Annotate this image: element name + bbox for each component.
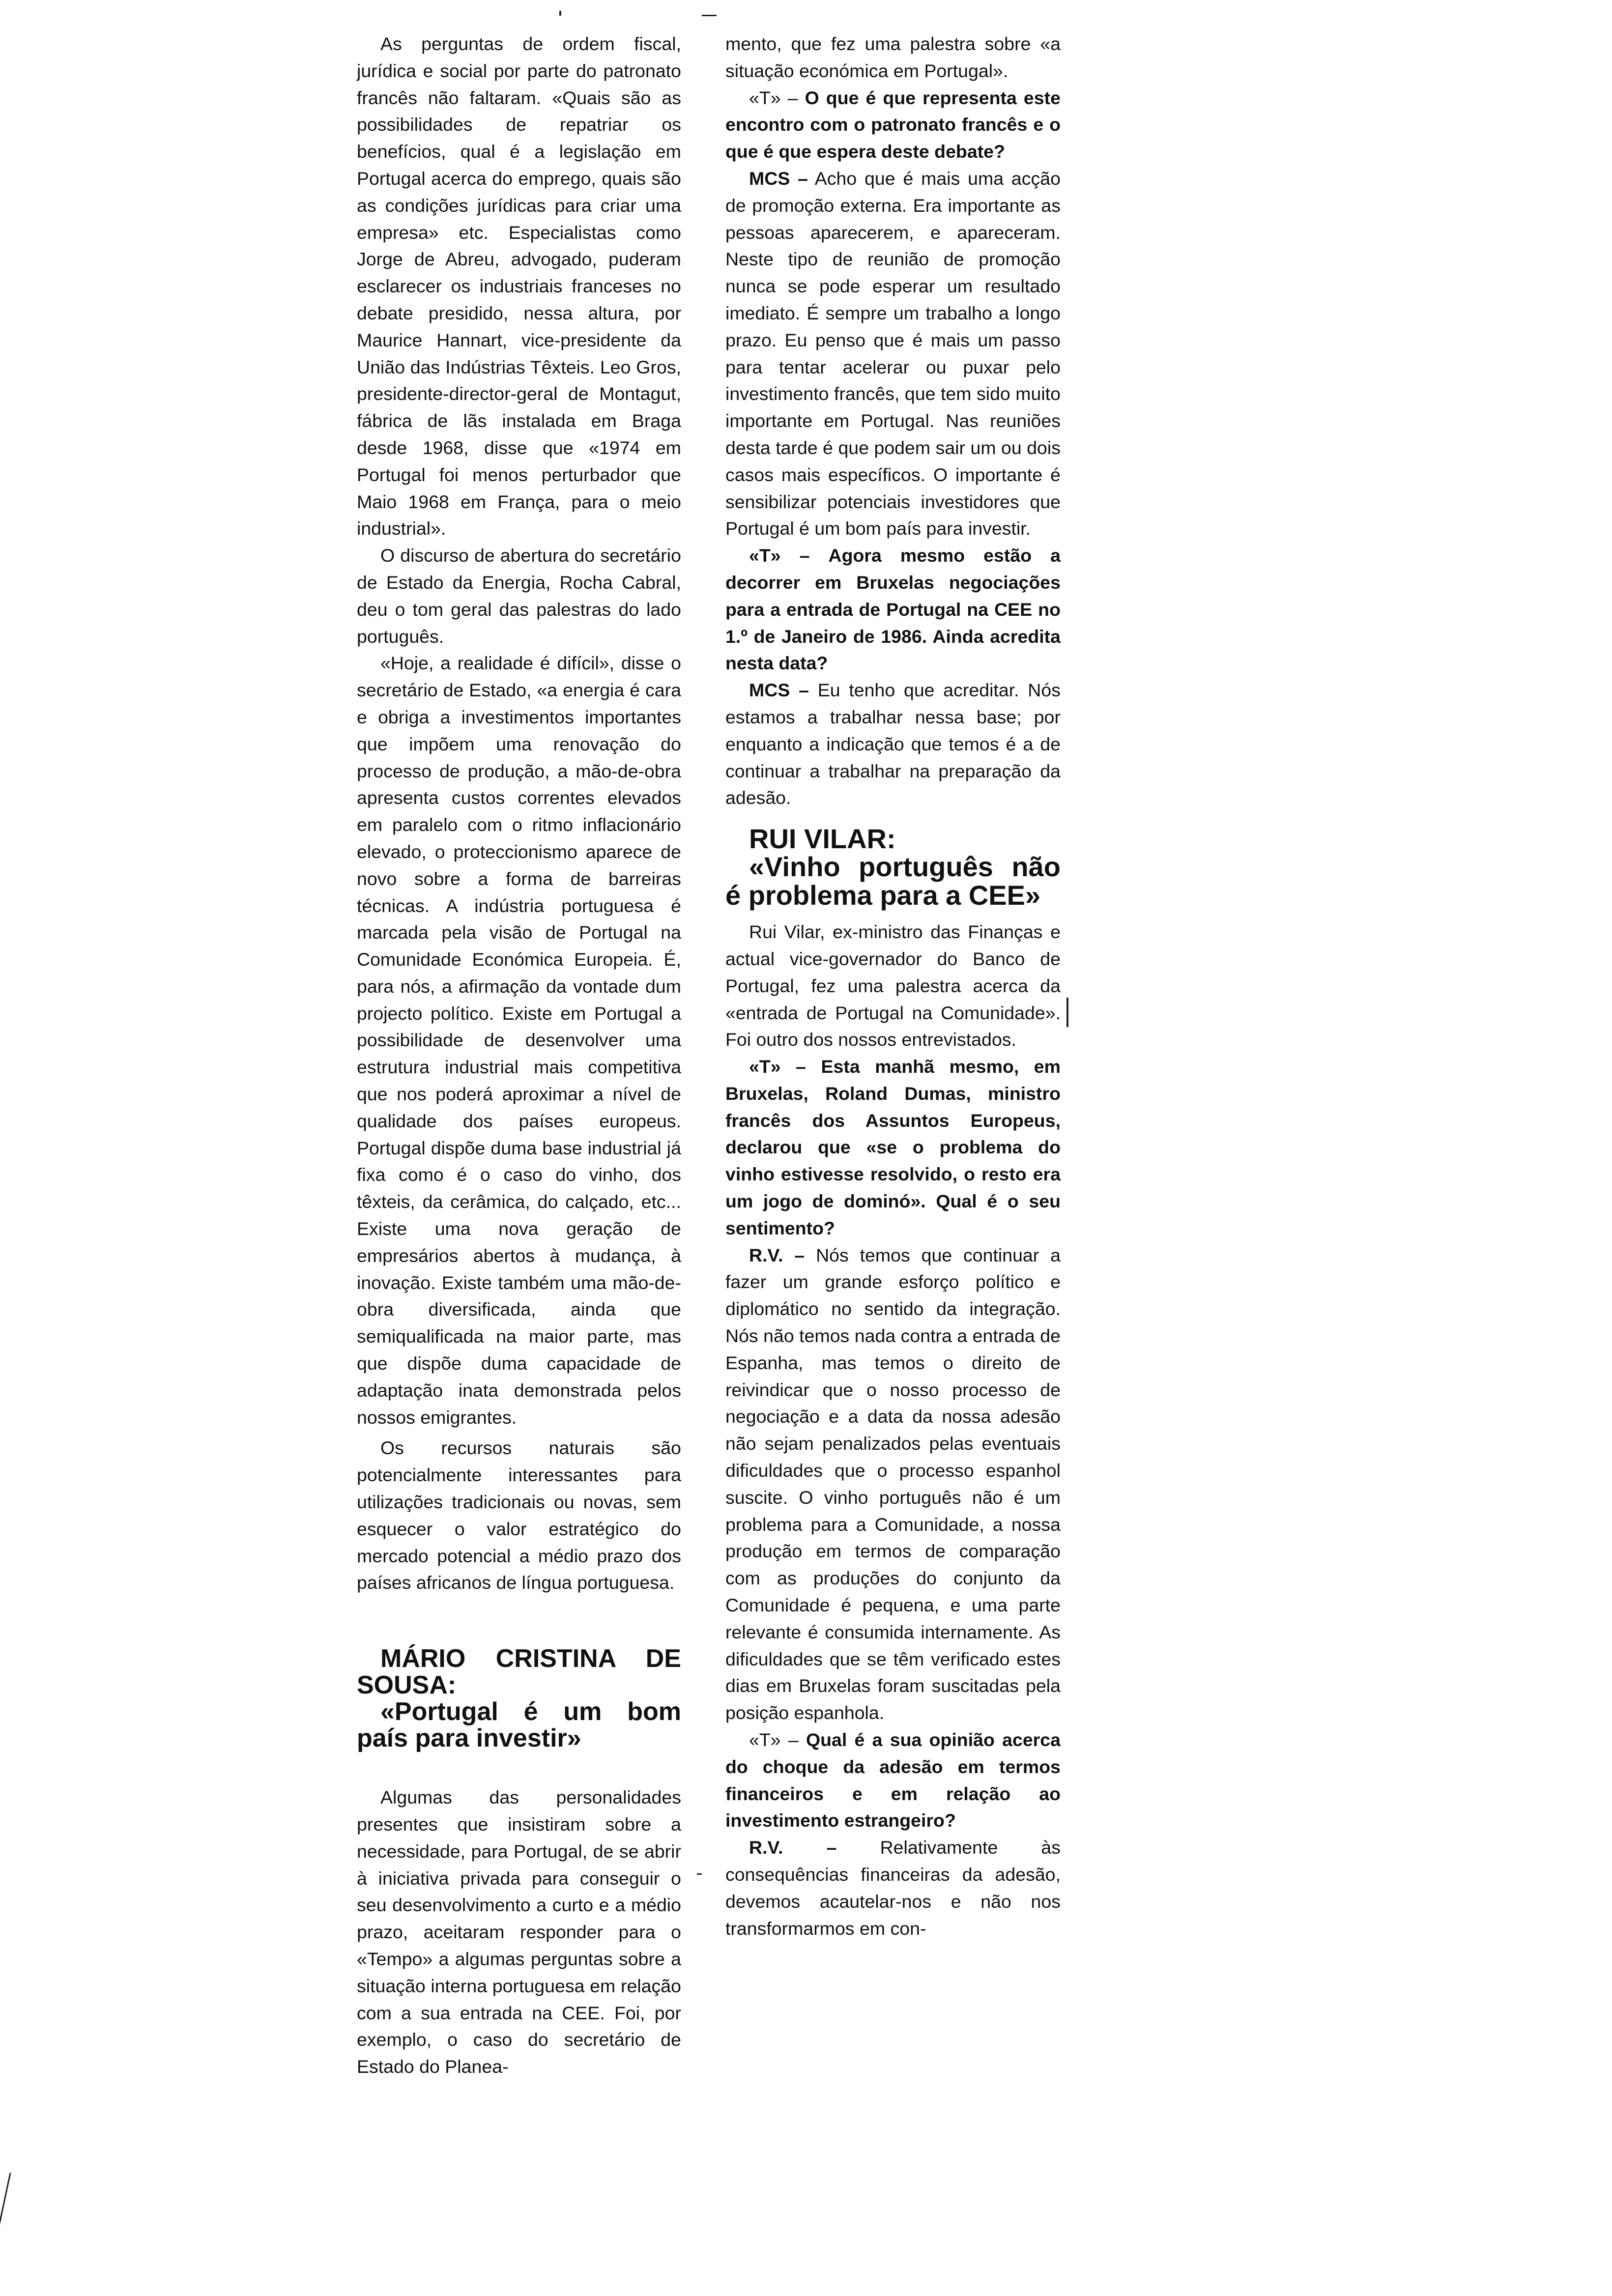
body-paragraph: Algumas das personalidades presentes que insistiram sobre a necessidade, para Portugal, de se abrir à iniciativa privada para conseguir o seu desenvolvimento a curto e a médio prazo, aceitaram responder para o «Tempo» a algumas perguntas sobre a situação interna portuguesa em relação com a sua entrada na CEE. Foi, por exemplo, o caso do secretário de Estado do Planea-: [357, 1787, 681, 2077]
question-text: Agora mesmo estão a decorrer em Bruxelas negociações para a entrada de Portugal na CEE no 1.º de Janeiro de 1986. Ainda acredita nesta data?: [725, 545, 1061, 674]
scan-mark: [697, 1873, 702, 1875]
body-paragraph: Os recursos naturais são potencialmente interessantes para utilizações tradicionais ou novas, sem esquecer o valor estratégico do mercado potencial a médio prazo dos países africanos de língua portuguesa.: [357, 1437, 681, 1593]
interview-question: [725, 1053, 1061, 1242]
interview-answer: [725, 165, 1061, 542]
scan-mark: [559, 11, 561, 16]
question-text: Esta manhã mesmo, em Bruxelas, Roland Dumas, ministro francês dos Assuntos Europeus, declarou que «se o problema do vinho estivesse resolvido, o resto era um jogo de dominó». Qual é o seu sentimento?: [725, 1056, 1061, 1238]
answer-text: Eu tenho que acreditar. Nós estamos a trabalhar nessa base; por enquanto a indicação que temos é a de continuar a trabalhar na preparação da adesão.: [725, 680, 1061, 808]
section-name: RUI VILAR:: [749, 823, 896, 855]
section-headline: «Portugal é um bom país para investir»: [357, 1697, 681, 1753]
question-text: O que é que representa este encontro com o patronato francês e o que é que espera deste debate?: [725, 87, 1061, 162]
interview-answer: [725, 1834, 1061, 1942]
speaker-label: «T» –: [749, 1729, 799, 1751]
speaker-label: «T» –: [749, 1056, 806, 1077]
answer-text: Relativamente às consequências financeiras da adesão, devemos acautelar-nos e não nos transformarmos em con-: [725, 1837, 1061, 1939]
body-paragraph: As perguntas de ordem fiscal, jurídica e social por parte do patronato francês não faltaram. «Quais são as possibilidades de repatriar os benefícios, qual é a legislação em Portugal acerca do emprego, quais são as condições jurídicas para criar uma empresa» etc. Especialistas como Jorge de Abreu, advogado, puderam esclarecer os industriais franceses no debate presidido, nessa altura, por Maurice Hannart, vice-presidente da União das Indústrias Têxteis. Leo Gros, presidente-director-geral de Montagut, fábrica de lãs instalada em Braga desde 1968, disse que «1974 em Portugal foi menos perturbador que Maio 1968 em França, para o meio industrial».: [357, 33, 681, 539]
speaker-label: «T» –: [749, 87, 798, 108]
section-heading-rui-vilar: [725, 825, 1061, 910]
body-paragraph: Rui Vilar, ex-ministro das Finanças e actual vice-governador do Banco de Portugal, fez uma palestra acerca da «entrada de Portugal na Comunidade». Foi outro dos nossos entrevistados.: [725, 921, 1061, 1050]
question-text: Qual é a sua opinião acerca do choque da adesão em termos financeiros e em relação ao investimento estrangeiro?: [725, 1729, 1061, 1831]
interview-question: [725, 85, 1061, 165]
scan-mark: [1066, 998, 1068, 1027]
speaker-label: MCS –: [749, 168, 808, 189]
interview-question: [725, 542, 1061, 677]
section-headline: «Vinho português não é problema para a CEE»: [725, 851, 1061, 911]
section-name: MÁRIO CRISTINA DE SOUSA:: [357, 1644, 681, 1700]
article-column-left: [357, 30, 681, 2080]
interview-question: [725, 1726, 1061, 1834]
answer-text: Nós temos que continuar a fazer um grande esforço político e diplomático no sentido da integração. Nós não temos nada contra a entrada de Espanha, mas temos o direito de reivindicar que o nosso processo de negociação e a data da nossa adesão não sejam penalizados pelas eventuais dificuldades que o processo espanhol suscite. O vinho português não é um problema para a Comunidade, a nossa produção em termos de comparação com as produções do conjunto da Comunidade é pequena, e uma parte relevante é consumida internamente. As dificuldades que se têm verificado estes dias em Bruxelas foram suscitadas pela posição espanhola.: [725, 1244, 1061, 1723]
interview-answer: [725, 677, 1061, 811]
body-paragraph: «Hoje, a realidade é difícil», disse o secretário de Estado, «a energia é cara e obriga a investimentos importantes que impõem uma renovação do processo de produção, a mão-de-obra apresenta custos correntes elevados em paralelo com o ritmo inflacionário elevado, o proteccionismo aparece de novo sobre a forma de barreiras técnicas. A indústria portuguesa é marcada pela visão de Portugal na Comunidade Económica Europeia. É, para nós, a afirmação da vontade dum projecto político. Existe em Portugal a possibilidade de desenvolver uma estrutura industrial mais competitiva que nos poderá aproximar a nível de qualidade dos países europeus. Portugal dispõe duma base industrial já fixa como é o caso do vinho, dos têxteis, da cerâmica, do calçado, etc... Existe uma nova geração de empresários abertos à mudança, à inovação. Existe também uma mão-de-obra diversificada, ainda que semiqualificada na maior parte, mas que dispõe duma capacidade de adaptação inata demonstrada pelos nossos emigrantes.: [357, 653, 681, 1428]
speaker-label: R.V. –: [749, 1837, 837, 1858]
article-column-right: [725, 30, 1061, 1942]
scan-mark: [702, 15, 717, 16]
interview-answer: [725, 1242, 1061, 1726]
section-heading-mario-cristina: [357, 1645, 681, 1751]
scan-mark: [0, 2173, 11, 2236]
speaker-label: «T» –: [749, 545, 810, 566]
answer-text: Acho que é mais uma acção de promoção externa. Era importante as pessoas aparecerem, e apareceram. Neste tipo de reunião de promoção nunca se pode esperar um resultado imediato. É sempre um trabalho a longo prazo. Eu penso que é mais um passo para tentar acelerar ou puxar pelo investimento francês, que tem sido muito importante em Portugal. Nas reuniões desta tarde é que podem sair um ou dois casos mais específicos. O importante é sensibilizar potenciais investidores que Portugal é um bom país para investir.: [725, 168, 1061, 539]
body-paragraph: mento, que fez uma palestra sobre «a situação económica em Portugal».: [725, 33, 1061, 81]
body-paragraph: O discurso de abertura do secretário de Estado da Energia, Rocha Cabral, deu o tom geral das palestras do lado português.: [357, 545, 681, 647]
speaker-label: MCS –: [749, 680, 809, 701]
speaker-label: R.V. –: [749, 1244, 805, 1265]
